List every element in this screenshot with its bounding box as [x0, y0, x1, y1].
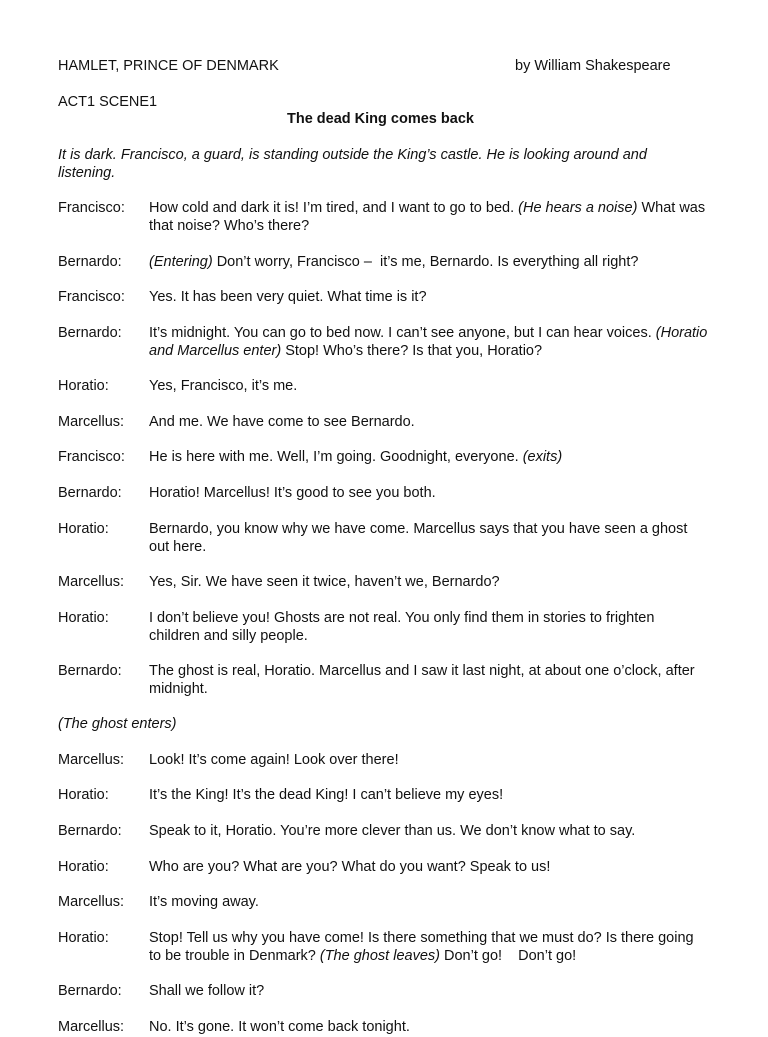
speaker-name: Bernardo:	[58, 254, 122, 270]
speech-text	[149, 485, 709, 503]
dialogue-fragment: Horatio! Marcellus! It’s good to see you both.	[149, 485, 436, 501]
inline-stage-direction: (Horatio and Marcellus enter)	[149, 325, 712, 359]
dialogue-fragment: It’s the King! It’s the dead King! I can’t believe my eyes!	[149, 787, 504, 803]
speaker-name: Marcellus:	[58, 1019, 125, 1035]
speech-text	[149, 983, 709, 1001]
speech-text	[149, 200, 709, 235]
dialogue-fragment: I don’t believe you! Ghosts are not real. You only find them in stories to frighten children and silly people.	[149, 610, 659, 644]
speech-text	[149, 930, 709, 965]
dialogue-fragment: Shall we follow it?	[149, 983, 265, 999]
speaker-name: Marcellus:	[58, 752, 125, 768]
dialogue-fragment: Bernardo, you know why we have come. Marcellus says that you have seen a ghost out here.	[149, 521, 692, 555]
speaker-name: Francisco:	[58, 289, 125, 305]
act-scene-label: ACT1 SCENE1	[58, 94, 158, 110]
speech-text	[149, 610, 709, 645]
speaker-name: Marcellus:	[58, 414, 125, 430]
dialogue-fragment: Don’t worry, Francisco – it’s me, Bernardo. Is everything all right?	[212, 254, 639, 270]
dialogue-fragment: What was that noise? Who’s there?	[149, 200, 710, 234]
dialogue-fragment: Stop! Tell us why you have come! Is there something that we must do? Is there going to be trouble in Denmark?	[149, 930, 698, 964]
speaker-name: Horatio:	[58, 787, 109, 803]
speech-text	[149, 378, 709, 396]
speaker-name: Francisco:	[58, 200, 125, 216]
stage-direction: (The ghost enters)	[58, 716, 177, 732]
dialogue-fragment: Stop! Who’s there? Is that you, Horatio?	[281, 342, 543, 359]
intro-stage-direction: It is dark. Francisco, a guard, is standing outside the King’s castle. He is looking around and listening.	[58, 147, 647, 181]
speaker-name: Francisco:	[58, 449, 125, 465]
speaker-name: Horatio:	[58, 859, 109, 875]
dialogue-fragment: Yes, Sir. We have seen it twice, haven’t we, Bernardo?	[149, 574, 500, 590]
speech-text	[149, 574, 709, 592]
dialogue-fragment: It’s midnight. You can go to bed now. I can’t see anyone, but I can hear voices.	[149, 325, 656, 341]
speech-text	[149, 1019, 709, 1037]
inline-stage-direction: (The ghost leaves)	[319, 947, 440, 964]
speech-text	[149, 752, 709, 770]
speaker-name: Horatio:	[58, 610, 109, 626]
scene-title: The dead King comes back	[287, 111, 474, 127]
dialogue-fragment: Yes, Francisco, it’s me.	[149, 378, 298, 394]
dialogue-fragment: The ghost is real, Horatio. Marcellus and I saw it last night, at about one o’clock, after midnight.	[149, 663, 699, 697]
inline-stage-direction: (He hears a noise)	[518, 200, 638, 216]
dialogue-fragment: It’s moving away.	[149, 894, 259, 910]
dialogue-fragment: Who are you? What are you? What do you want? Speak to us!	[149, 859, 551, 875]
dialogue-fragment: He is here with me. Well, I’m going. Goodnight, everyone.	[149, 449, 523, 465]
author-line: by William Shakespeare	[515, 58, 671, 74]
speaker-name: Horatio:	[58, 378, 109, 394]
speech-text	[149, 289, 709, 307]
speaker-name: Bernardo:	[58, 823, 122, 839]
dialogue-fragment: How cold and dark it is! I’m tired, and I want to go to bed.	[149, 200, 519, 216]
dialogue-fragment: Speak to it, Horatio. You’re more clever than us. We don’t know what to say.	[149, 823, 636, 839]
dialogue-fragment: Yes. It has been very quiet. What time is it?	[149, 289, 427, 305]
inline-stage-direction: (exits)	[522, 449, 563, 465]
dialogue-fragment: Look! It’s come again! Look over there!	[149, 752, 399, 768]
speaker-name: Horatio:	[58, 930, 109, 946]
speaker-name: Bernardo:	[58, 983, 122, 999]
speech-text	[149, 894, 709, 912]
dialogue-fragment: Don’t go! Don’t go!	[439, 947, 577, 964]
dialogue-fragment: No. It’s gone. It won’t come back tonight.	[149, 1019, 410, 1035]
play-title: HAMLET, PRINCE OF DENMARK	[58, 58, 279, 74]
speaker-name: Bernardo:	[58, 325, 122, 341]
speech-text	[149, 414, 709, 432]
speech-text	[149, 325, 712, 360]
inline-stage-direction: (Entering)	[149, 254, 213, 270]
speech-text	[149, 254, 709, 272]
speech-text	[149, 787, 709, 805]
speaker-name: Marcellus:	[58, 894, 125, 910]
speaker-name: Marcellus:	[58, 574, 125, 590]
speech-text	[149, 663, 709, 698]
speaker-name: Horatio:	[58, 521, 109, 537]
speech-text	[149, 449, 709, 467]
dialogue-fragment: And me. We have come to see Bernardo.	[149, 414, 415, 430]
speech-text	[149, 823, 709, 841]
speaker-name: Bernardo:	[58, 485, 122, 501]
speaker-name: Bernardo:	[58, 663, 122, 679]
speech-text	[149, 859, 709, 877]
speech-text	[149, 521, 709, 556]
